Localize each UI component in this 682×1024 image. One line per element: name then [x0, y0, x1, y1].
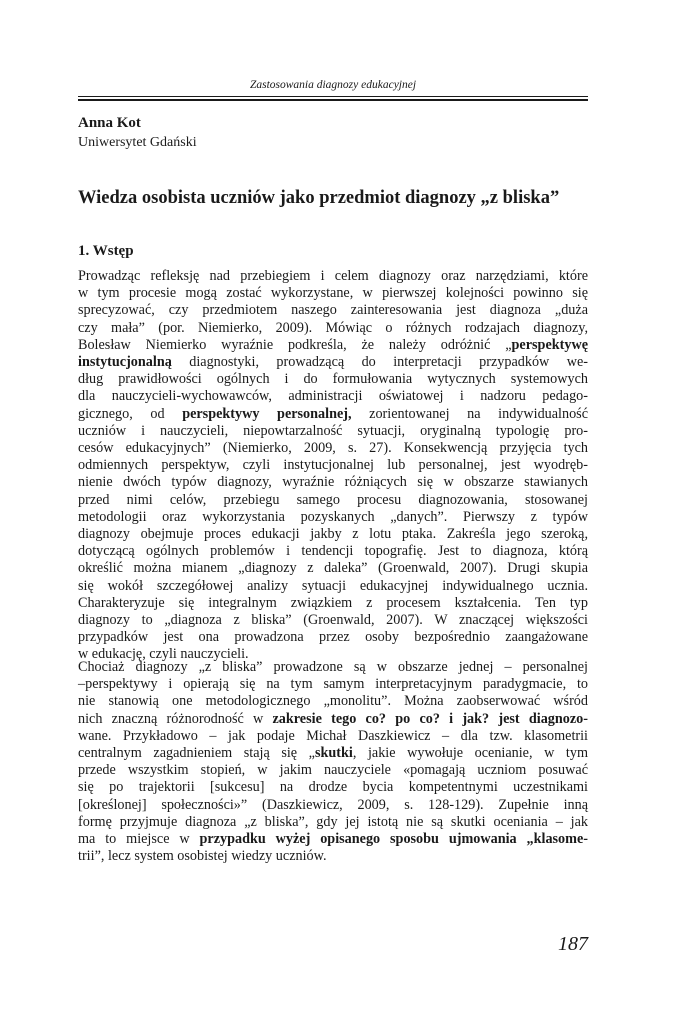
text-line: diagnozy obejmuje proces edukacji jakby z lotu ptaka. Zakreśla jego szeroką,	[78, 526, 588, 543]
text-line: Bolesław Niemierko wyraźnie podkreśla, że należy odróżnić „perspektywę	[78, 336, 588, 353]
bold-phrase: przypadku wyżej opisanego sposobu ujmowania „klasome-	[199, 831, 588, 848]
text-line: metodologii oraz wykorzystania pozyskanych „danych”. Pierwszy z typów	[78, 508, 588, 525]
text-line: Charakteryzuje się integralnym związkiem z procesem kształcenia. Ten typ	[78, 594, 588, 611]
bold-phrase: instytucjonalną	[78, 354, 172, 371]
text-line: gicznego, od perspektywy personalnej, zorientowanej na indywidualność	[78, 405, 588, 422]
text-line: uczniów i nauczycieli, niepowtarzalność sytuacji, oryginalną typologię pro-	[78, 422, 588, 439]
text-line: ma to miejsce w przypadku wyżej opisanego sposobu ujmowania „klasome-	[78, 831, 588, 848]
text-line: Chociaż diagnozy „z bliska” prowadzone są w obszarze jednej – personalnej	[78, 659, 588, 675]
text-line: trii”, lecz system osobistej wiedzy uczniów.	[78, 848, 327, 865]
text-line: diagnozy to „diagnoza z bliska” (Groenwald, 2007). W znaczącej większości	[78, 612, 588, 629]
text-line: czy mała” (por. Niemierko, 2009). Mówiąc o różnych rodzajach diagnozy,	[78, 319, 588, 336]
header-rule-thin	[78, 96, 588, 97]
text-line: w edukację, czyli nauczycieli.	[78, 646, 249, 663]
text-line: nich znaczną różnorodność w zakresie tego co? po co? i jak? jest diagnozo-	[78, 710, 588, 727]
article-title: Wiedza osobista uczniów jako przedmiot diagnozy „z bliska”	[78, 188, 560, 208]
text-line: dla nauczycieli-wychowawców, administracji oświatowej i nadzoru pedago-	[78, 388, 588, 405]
text-line: formę przyjmuje diagnoza „z bliska”, gdy jej istotą nie są skutki oceniania – jak	[78, 813, 588, 830]
text-line: dotyczącą ogólnych problemów i tendencji topografię. Jest to diagnoza, którą	[78, 543, 588, 560]
bold-phrase: perspektywy personalnej,	[182, 405, 352, 422]
text-line: przed nimi celów, przebiegu samego procesu diagnozowania, stosowanej	[78, 491, 588, 508]
header-rule-thick	[78, 99, 588, 101]
text-line: sprecyzować, czy przedmiotem naszego zainteresowania jest diagnoza „duża	[78, 302, 588, 319]
text-line: dług prawidłowości ogólnych i do formułowania wytycznych systemowych	[78, 371, 588, 388]
text-line: w tym procesie mogą zostać wykorzystane, w pierwszej kolejności powinno się	[78, 285, 588, 302]
text-line: cesów edukacyjnych” (Niemierko, 2009, s. 27). Konsekwencją przyjęcia tych	[78, 440, 588, 457]
text-line: nie stanowią one metodologicznego „monolitu”. Można zaobserwować wśród	[78, 693, 588, 710]
text-line: centralnym zagadnieniem stają się „skutki, jakie wywołuje ocenianie, w tym	[78, 745, 588, 762]
text-line: się po trajektorii [sukcesu] na drodze bycia kompetentnymi uczestnikami	[78, 779, 588, 796]
text-line: przypadków jest ona prowadzona przez osoby bezpośrednio zaangażowane	[78, 629, 588, 646]
text-line: się wokół szczegółowej analizy sytuacji edukacyjnej indywidualnego ucznia.	[78, 577, 588, 594]
text-line: nienie dwóch typów diagnozy, wyraźnie różniących się w obszarze stawianych	[78, 474, 588, 491]
text-line: odmiennych perspektyw, czyli instytucjonalnej lub personalnej, jest wyodręb-	[78, 457, 588, 474]
bold-phrase: perspektywę	[511, 336, 588, 353]
running-header: Zastosowania diagnozy edukacyjnej	[249, 79, 417, 91]
paragraph-2	[78, 659, 588, 865]
text-line: wane. Przykładowo – jak podaje Michał Daszkiewicz – dla tzw. klasometrii	[78, 727, 588, 744]
bold-phrase: zakresie tego co? po co? i jak? jest diagnozo-	[272, 710, 588, 727]
paragraph-1	[78, 268, 588, 664]
author-name: Anna Kot	[78, 115, 141, 131]
section-heading: 1. Wstęp	[78, 243, 134, 259]
text-line: –perspektywy i opierają się na tym samym interpretacyjnym paradygmacie, to	[78, 676, 588, 693]
bold-phrase: skutki	[314, 745, 353, 762]
page-number: 187	[558, 933, 588, 955]
author-affiliation: Uniwersytet Gdański	[78, 135, 197, 150]
text-line: [określonej] społeczności»” (Daszkiewicz, 2009, s. 128-129). Zupełnie inną	[78, 796, 588, 813]
text-line: instytucjonalną diagnostyki, prowadzącą do interpretacji przypadków we-	[78, 354, 588, 371]
text-line: Prowadząc refleksję nad przebiegiem i celem diagnozy oraz narzędziami, które	[78, 268, 588, 284]
text-line: określić można mianem „diagnozy z daleka” (Groenwald, 2007). Drugi skupia	[78, 560, 588, 577]
text-line: przede wszystkim stopień, w jakim nauczyciele «pomagają uczniom posuwać	[78, 762, 588, 779]
